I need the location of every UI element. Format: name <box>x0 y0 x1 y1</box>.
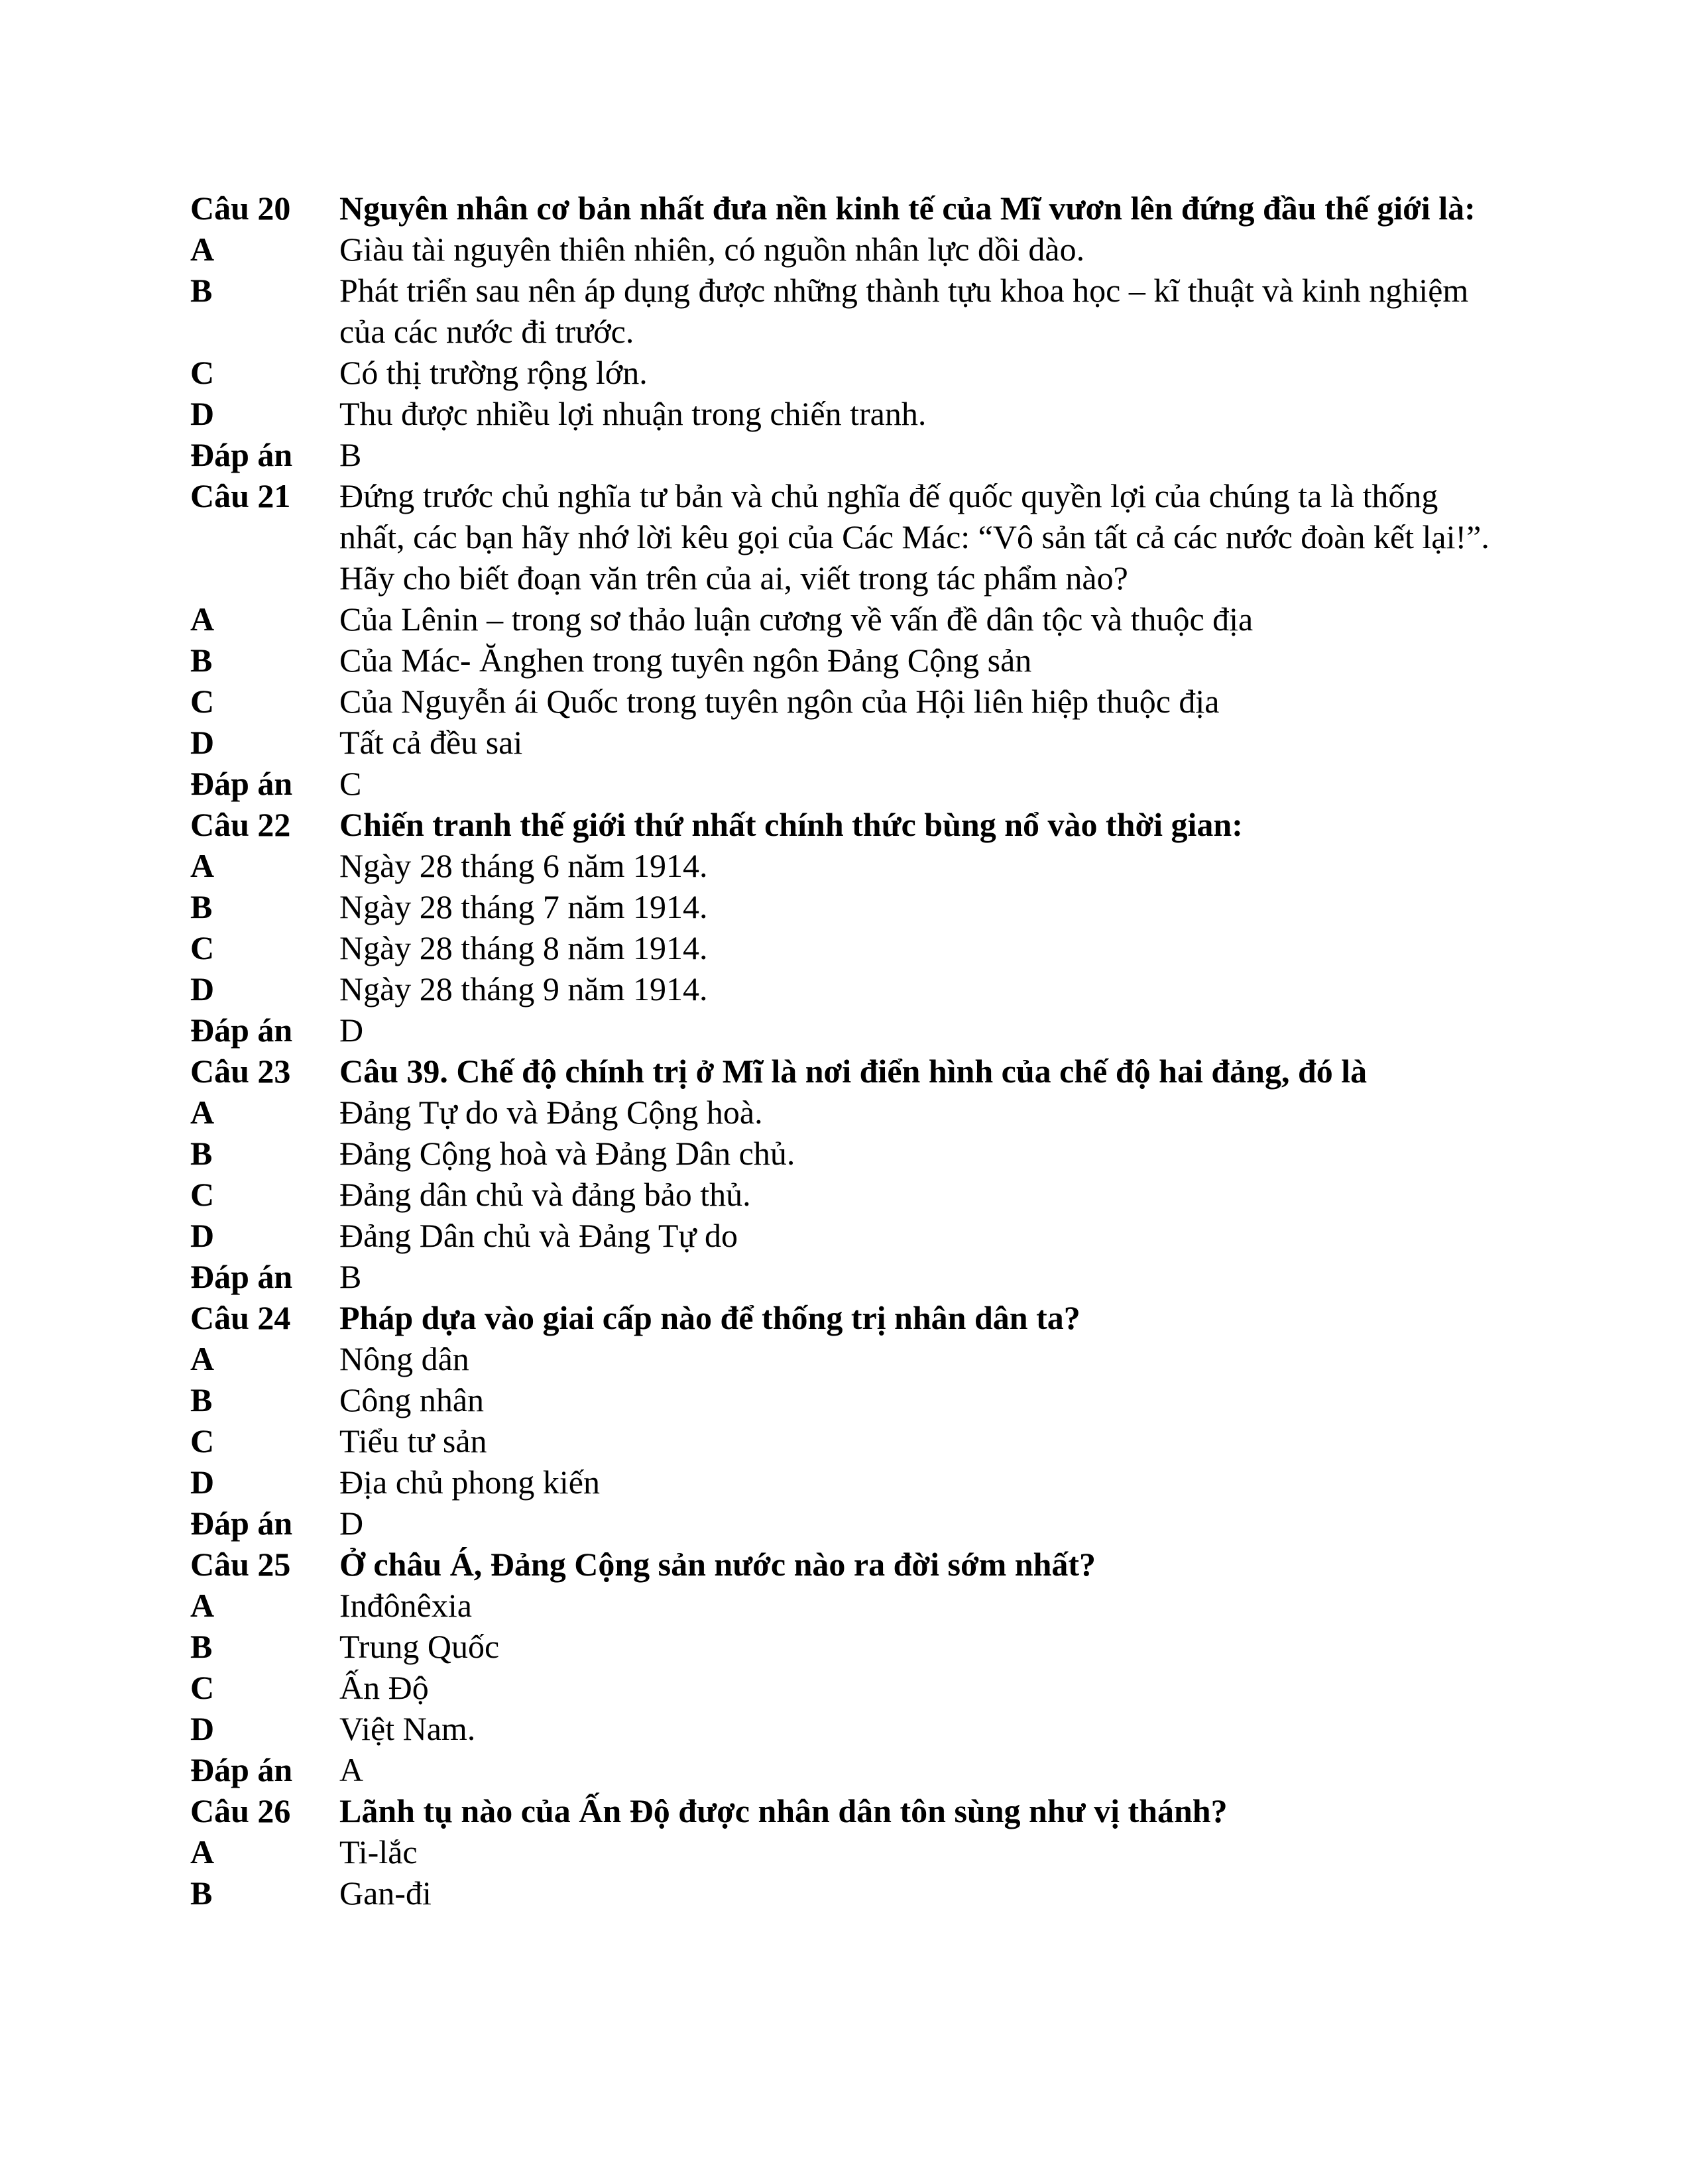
question-row <box>190 1051 1503 1092</box>
option-row <box>190 1338 1503 1379</box>
question-row <box>190 188 1503 229</box>
option-letter: Câu 21 <box>190 477 291 514</box>
option-row <box>190 968 1503 1009</box>
option-row <box>190 1667 1503 1708</box>
option-row <box>190 1462 1503 1503</box>
option-letter: C <box>190 1176 215 1213</box>
option-letter: B <box>190 1381 213 1418</box>
answer-label: Đáp án <box>190 1258 293 1295</box>
question-number: Câu 24 <box>190 1299 291 1336</box>
option-text: Có thị trường rộng lớn. <box>339 354 648 391</box>
option-row <box>190 927 1503 968</box>
option-letter: B <box>190 888 213 925</box>
option-text: Nông dân <box>339 1340 469 1377</box>
option-row <box>190 1420 1503 1462</box>
option-letter: C <box>190 1669 215 1706</box>
option-row <box>190 681 1503 722</box>
option-letter: C <box>190 683 215 720</box>
option-row <box>190 1215 1503 1256</box>
option-letter: A <box>190 231 215 268</box>
option-text: Phát triển sau nên áp dụng được những thành tựu khoa học – kĩ thuật và kinh nghiệm của các nước đi trước. <box>339 272 1469 350</box>
option-text: Đảng dân chủ và đảng bảo thủ. <box>339 1176 751 1213</box>
option-text: Ngày 28 tháng 9 năm 1914. <box>339 970 708 1007</box>
option-row <box>190 886 1503 927</box>
question-text: Câu 39. Chế độ chính trị ở Mĩ là nơi điển hình của chế độ hai đảng, đó là <box>339 1053 1368 1090</box>
question-row <box>190 804 1503 845</box>
answer-row <box>190 434 1503 475</box>
option-row <box>190 352 1503 393</box>
option-row <box>190 1872 1503 1914</box>
answer-label: Đáp án <box>190 436 293 473</box>
option-text: Ngày 28 tháng 6 năm 1914. <box>339 847 708 884</box>
option-letter: D <box>190 395 215 432</box>
option-text: Của Mác- Ănghen trong tuyên ngôn Đảng Cộng sản <box>339 642 1032 679</box>
option-letter: B <box>190 1135 213 1172</box>
option-text: Ngày 28 tháng 8 năm 1914. <box>339 929 708 966</box>
option-text: Đứng trước chủ nghĩa tư bản và chủ nghĩa đế quốc quyền lợi của chúng ta là thống nhất, các bạn hãy nhớ lời kêu gọi của Các Mác: “Vô sản tất cả các nước đoàn kết lại!”. Hãy cho biết đoạn văn trên của ai, viết trong tác phẩm nào? <box>339 477 1489 597</box>
option-text: Của Nguyễn ái Quốc trong tuyên ngôn của Hội liên hiệp thuộc địa <box>339 683 1220 720</box>
question-text: Ở châu Á, Đảng Cộng sản nước nào ra đời sớm nhất? <box>339 1546 1096 1583</box>
option-letter: A <box>190 1833 215 1870</box>
option-letter: D <box>190 1710 215 1747</box>
option-text: Công nhân <box>339 1381 485 1418</box>
question-number: Câu 22 <box>190 806 291 843</box>
option-text: Việt Nam. <box>339 1710 476 1747</box>
option-row <box>190 1708 1503 1749</box>
question-row <box>190 1544 1503 1585</box>
question-row <box>190 1297 1503 1338</box>
question-number: Câu 26 <box>190 1792 291 1829</box>
option-text: Gan-đi <box>339 1874 432 1912</box>
quiz-document <box>190 188 1503 1914</box>
option-row <box>190 1585 1503 1626</box>
option-letter: A <box>190 1340 215 1377</box>
option-row <box>190 475 1503 599</box>
option-letter: B <box>190 1628 213 1665</box>
option-text: Thu được nhiều lợi nhuận trong chiến tranh. <box>339 395 927 432</box>
question-number: Câu 23 <box>190 1053 291 1090</box>
answer-value: C <box>339 765 362 802</box>
option-row <box>190 845 1503 886</box>
option-text: Địa chủ phong kiến <box>339 1464 600 1501</box>
option-text: Ấn Độ <box>339 1669 429 1706</box>
option-letter: D <box>190 724 215 761</box>
option-text: Trung Quốc <box>339 1628 500 1665</box>
answer-value: A <box>339 1751 364 1788</box>
option-letter: C <box>190 929 215 966</box>
option-letter: C <box>190 1422 215 1460</box>
option-text: Đảng Dân chủ và Đảng Tự do <box>339 1217 738 1254</box>
option-letter: C <box>190 354 215 391</box>
option-letter: B <box>190 272 213 309</box>
option-text: Tất cả đều sai <box>339 724 523 761</box>
option-text: Inđônêxia <box>339 1587 472 1624</box>
option-row <box>190 1092 1503 1133</box>
question-number: Câu 25 <box>190 1546 291 1583</box>
option-text: Ti-lắc <box>339 1833 418 1870</box>
option-letter: D <box>190 1464 215 1501</box>
answer-label: Đáp án <box>190 1751 293 1788</box>
option-text: Đảng Tự do và Đảng Cộng hoà. <box>339 1094 763 1131</box>
option-row <box>190 1831 1503 1872</box>
option-row <box>190 1133 1503 1174</box>
option-row <box>190 1626 1503 1667</box>
option-letter: A <box>190 601 215 638</box>
answer-row <box>190 1009 1503 1051</box>
option-letter: A <box>190 1094 215 1131</box>
answer-row <box>190 763 1503 804</box>
question-text: Pháp dựa vào giai cấp nào để thống trị nhân dân ta? <box>339 1299 1080 1336</box>
option-row <box>190 599 1503 640</box>
option-text: Ngày 28 tháng 7 năm 1914. <box>339 888 708 925</box>
question-number: Câu 20 <box>190 190 291 227</box>
answer-label: Đáp án <box>190 1505 293 1542</box>
option-letter: A <box>190 847 215 884</box>
answer-row <box>190 1749 1503 1790</box>
answer-value: D <box>339 1011 364 1049</box>
option-row <box>190 229 1503 270</box>
question-text: Lãnh tụ nào của Ấn Độ được nhân dân tôn sùng như vị thánh? <box>339 1792 1228 1829</box>
option-letter: B <box>190 642 213 679</box>
option-letter: D <box>190 970 215 1007</box>
question-text: Nguyên nhân cơ bản nhất đưa nền kinh tế của Mĩ vươn lên đứng đầu thế giới là: <box>339 190 1476 227</box>
option-letter: A <box>190 1587 215 1624</box>
answer-value: D <box>339 1505 364 1542</box>
question-text: Chiến tranh thế giới thứ nhất chính thức bùng nổ vào thời gian: <box>339 806 1243 843</box>
question-row <box>190 1790 1503 1831</box>
option-text: Giàu tài nguyên thiên nhiên, có nguồn nhân lực dồi dào. <box>339 231 1085 268</box>
option-row <box>190 640 1503 681</box>
answer-value: B <box>339 1258 362 1295</box>
answer-value: B <box>339 436 362 473</box>
option-row <box>190 1379 1503 1420</box>
option-row <box>190 722 1503 763</box>
option-letter: D <box>190 1217 215 1254</box>
option-row <box>190 270 1503 352</box>
answer-row <box>190 1503 1503 1544</box>
option-row <box>190 1174 1503 1215</box>
option-text: Đảng Cộng hoà và Đảng Dân chủ. <box>339 1135 795 1172</box>
option-text: Tiểu tư sản <box>339 1422 487 1460</box>
option-row <box>190 393 1503 434</box>
option-letter: B <box>190 1874 213 1912</box>
answer-label: Đáp án <box>190 1011 293 1049</box>
answer-label: Đáp án <box>190 765 293 802</box>
option-text: Của Lênin – trong sơ thảo luận cương về vấn đề dân tộc và thuộc địa <box>339 601 1254 638</box>
answer-row <box>190 1256 1503 1297</box>
